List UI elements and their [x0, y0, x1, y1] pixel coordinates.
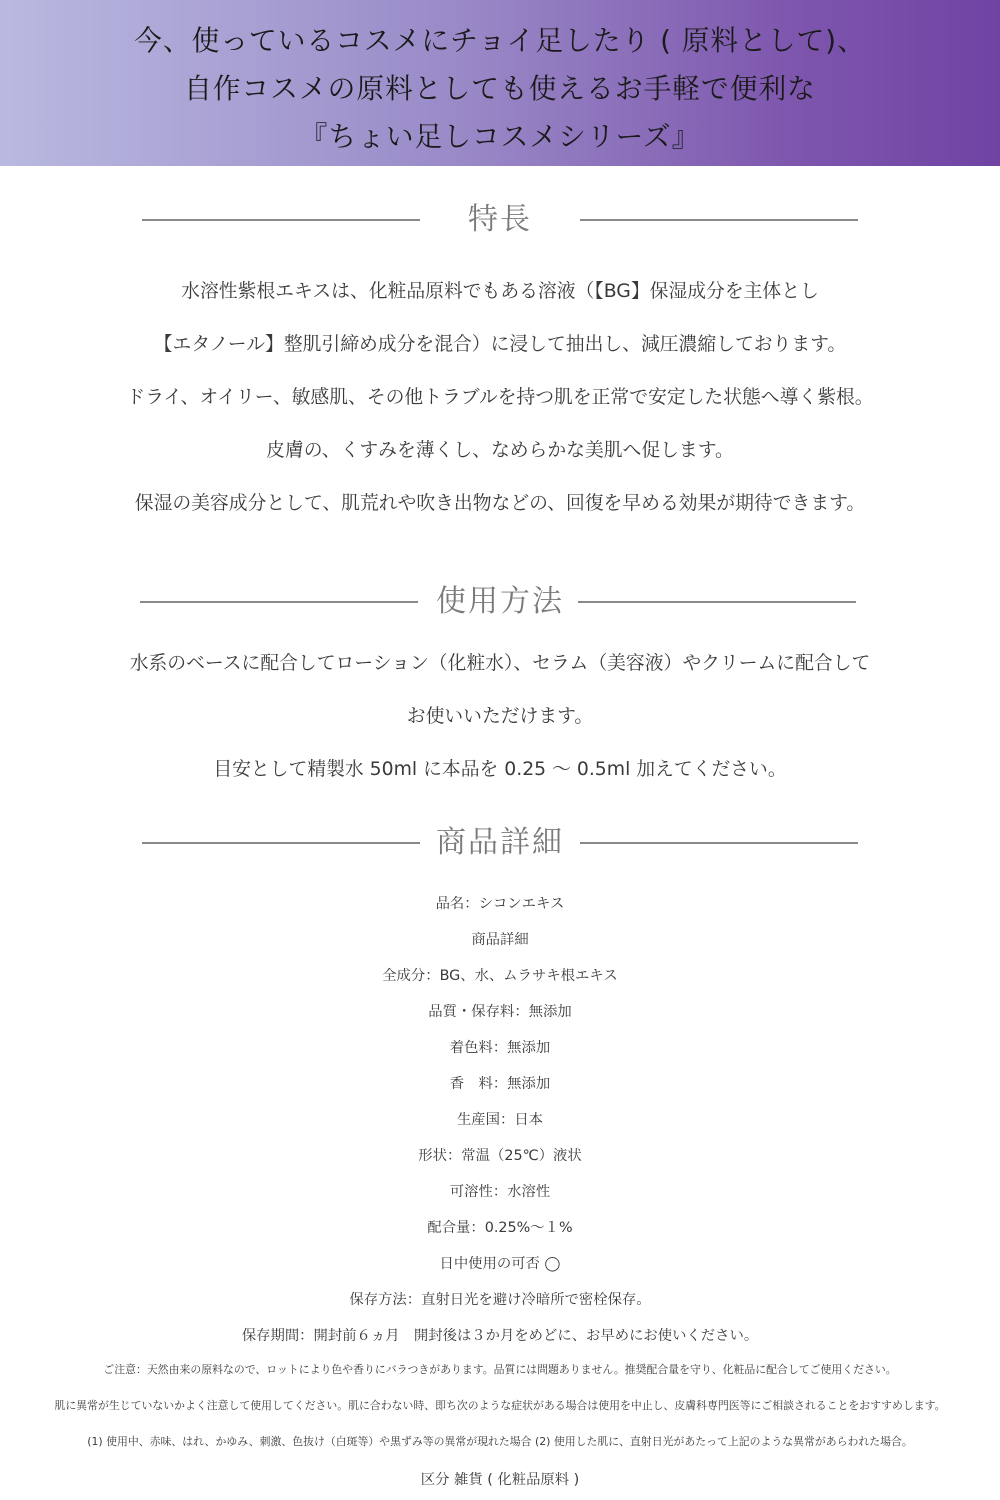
- detail-item: 配合量：0.25%～１%: [427, 1220, 573, 1236]
- detail-item: 香 料：無添加: [449, 1076, 551, 1092]
- detail-item: 商品詳細: [471, 932, 529, 948]
- detail-item: 品名：シコンエキス: [435, 896, 565, 912]
- features-line-4: 皮膚の、くすみを薄くし、なめらかな美肌へ促します。: [266, 440, 734, 461]
- detail-item: 着色料：無添加: [449, 1040, 551, 1056]
- features-heading: [0, 195, 1000, 245]
- features-title: 特長: [468, 202, 532, 237]
- features-line-2: 【エタノール】整肌引締め成分を混合）に浸して抽出し、減圧濃縮しております。: [153, 334, 847, 355]
- banner-line-1: 今、使っているコスメにチョイ足したり ( 原料として)、: [134, 24, 866, 57]
- usage-line-3: 目安として精製水 50ml に本品を 0.25 ～ 0.5ml 加えてください。: [213, 759, 787, 780]
- detail-item: 形状：常温（25℃）液状: [418, 1148, 582, 1164]
- detail-item: 生産国：日本: [456, 1112, 544, 1128]
- detail-item: 保存方法：直射日光を避け冷暗所で密栓保存。: [349, 1292, 651, 1308]
- detail-item: 品質・保存料：無添加: [428, 1004, 572, 1020]
- features-line-5: 保湿の美容成分として、肌荒れや吹き出物などの、回復を早める効果が期待できます。: [134, 493, 866, 514]
- detail-item: 日中使用の可否 ◯: [439, 1256, 561, 1272]
- features-line-1: 水溶性紫根エキスは、化粧品原料でもある溶液（【BG】保湿成分を主体とし: [181, 281, 819, 302]
- caution-note: ご注意：天然由来の原料なので、ロットにより色や香りにバラつきがあります。品質には問題ありません。推奨配合量を守り、化粧品に配合してご使用ください。: [103, 1363, 897, 1376]
- banner-line-3: 『ちょい足しコスメシリーズ』: [299, 120, 701, 153]
- detail-item: 保存期間：開封前６ヵ月 開封後は３か月をめどに、お早めにお使いください。: [241, 1328, 759, 1344]
- detail-item: 全成分：BG、水、ムラサキ根エキス: [382, 968, 618, 984]
- detail-item: 可溶性：水溶性: [449, 1184, 551, 1200]
- usage-title: 使用方法: [436, 584, 564, 619]
- banner-line-2: 自作コスメの原料としても使えるお手軽で便利な: [184, 72, 816, 105]
- caution-note: 肌に異常が生じていないかよく注意して使用してください。肌に合わない時、即ち次のような症状がある場合は使用を中止し、皮膚科専門医等にご相談されることをおすすめします。: [54, 1399, 946, 1412]
- details-title: 商品詳細: [436, 825, 564, 860]
- header-banner: [0, 0, 1000, 166]
- caution-note: (1) 使用中、赤味、はれ、かゆみ、刺激、色抜け（白斑等）や黒ずみ等の異常が現れた場合 (2) 使用した肌に、直射日光があたって上記のような異常があらわれた場合。: [87, 1435, 913, 1448]
- details-heading: [0, 818, 1000, 868]
- category-label: 区分 雑貨 ( 化粧品原料 ): [420, 1472, 580, 1488]
- usage-heading: [0, 577, 1000, 627]
- usage-line-1: 水系のベースに配合してローション（化粧水）、セラム（美容液）やクリームに配合して: [129, 653, 871, 674]
- features-line-3: ドライ、オイリー、敏感肌、その他トラブルを持つ肌を正常で安定した状態へ導く紫根。: [126, 387, 874, 408]
- usage-line-2: お使いいただけます。: [406, 706, 594, 727]
